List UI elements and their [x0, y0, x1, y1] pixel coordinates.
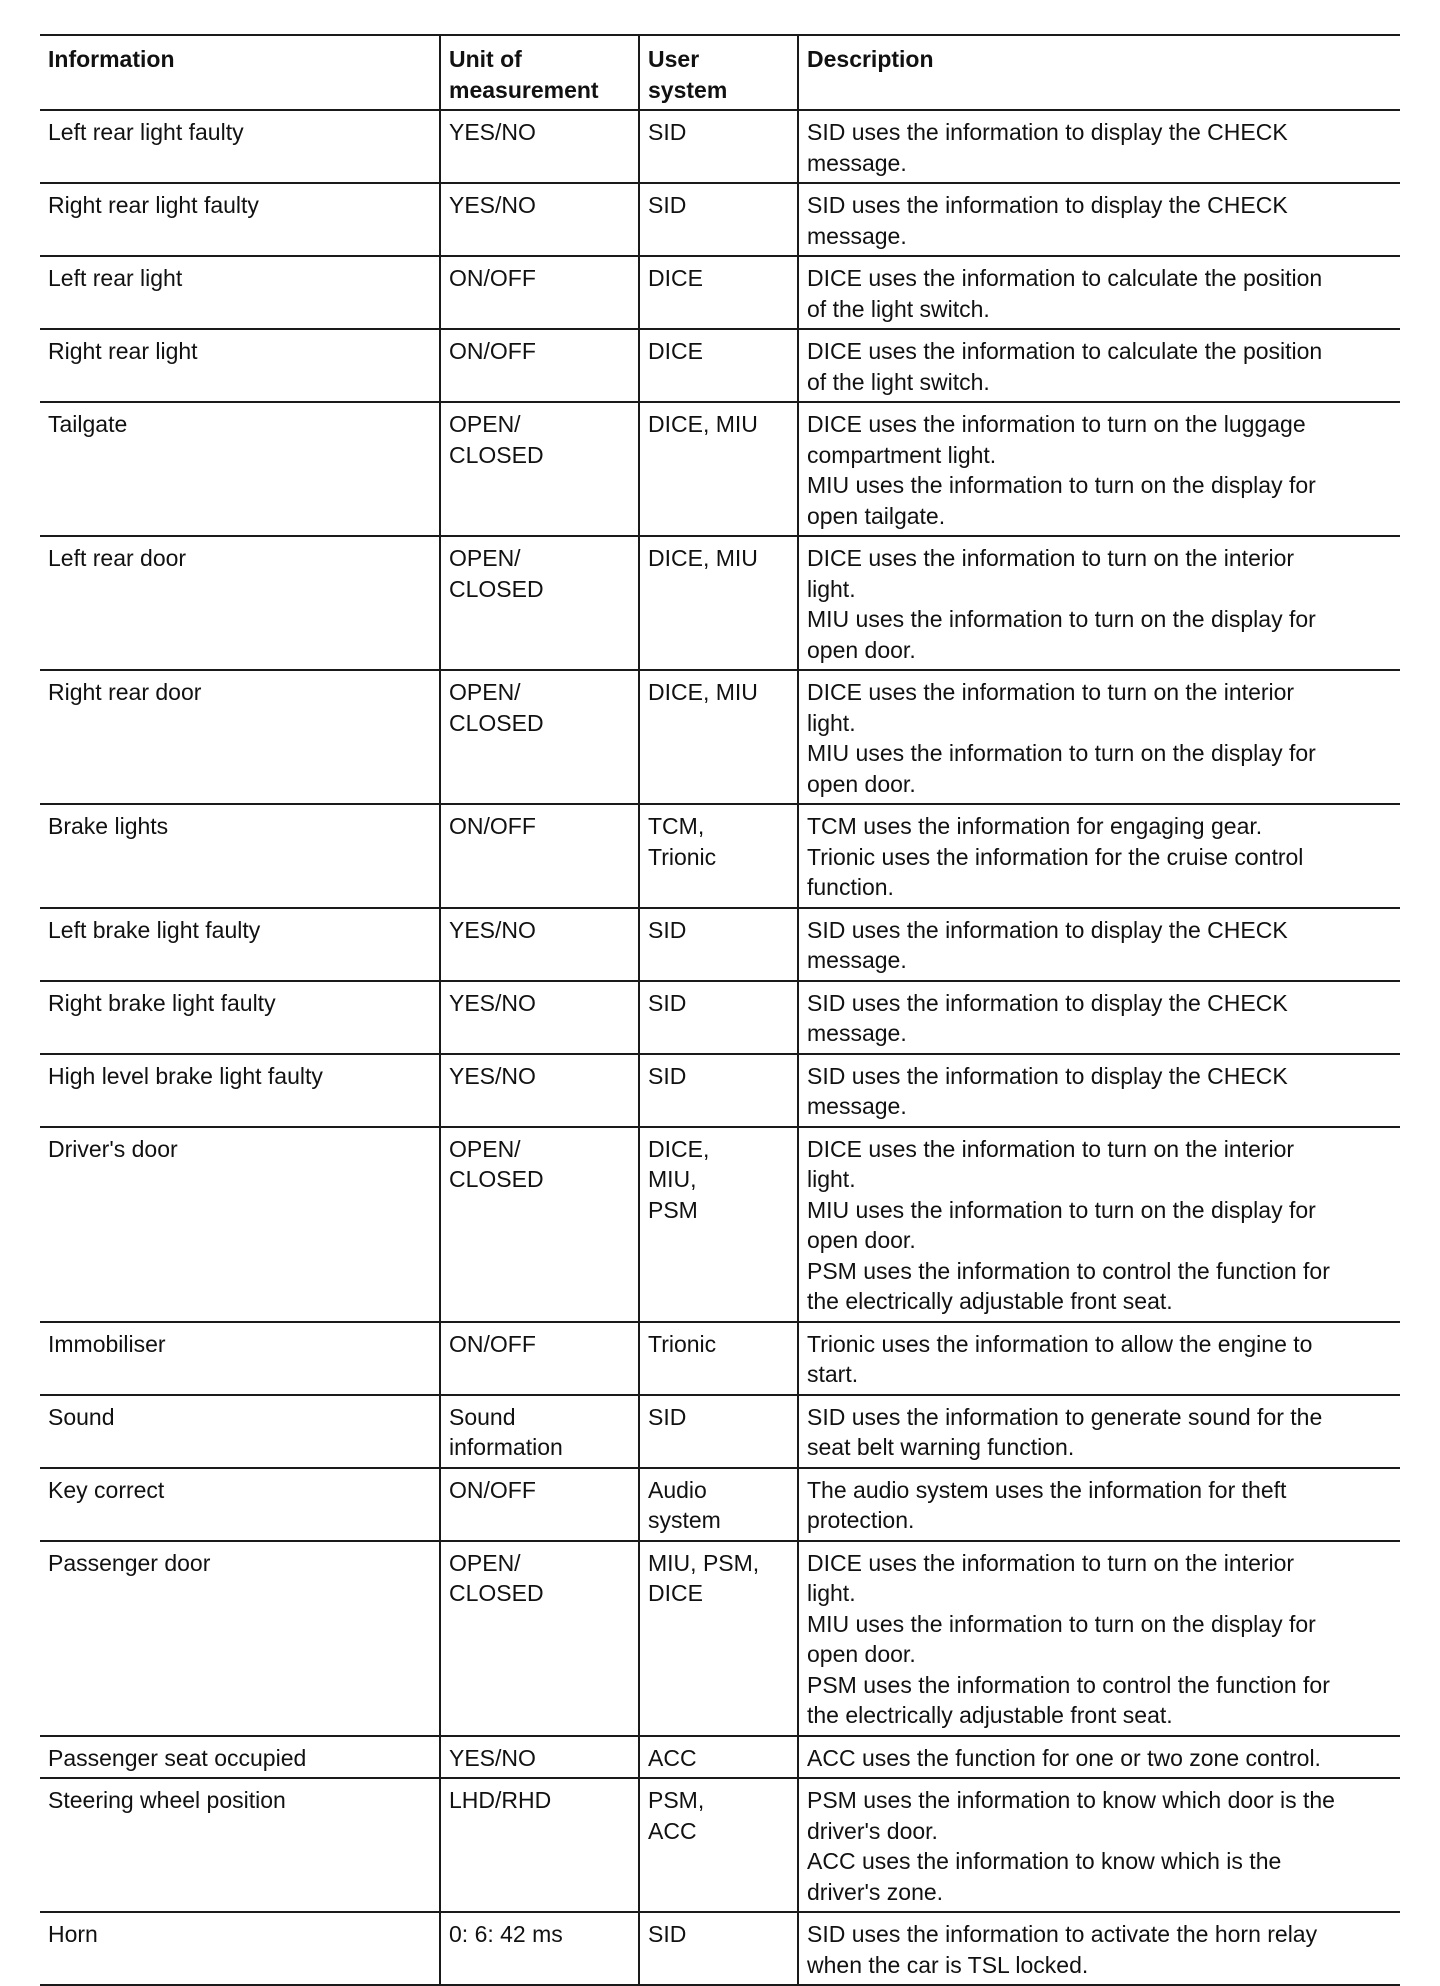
cell-information: High level brake light faulty — [40, 1054, 440, 1127]
cell-description: SID uses the information to generate sound for the seat belt warning function. — [798, 1395, 1400, 1468]
table-header — [40, 35, 1400, 110]
cell-unit: YES/NO — [440, 1736, 639, 1779]
table-row — [40, 536, 1400, 670]
table-body — [40, 110, 1400, 1985]
table-row — [40, 670, 1400, 804]
cell-user-system: Trionic — [639, 1322, 798, 1395]
table-row — [40, 1054, 1400, 1127]
cell-information: Right rear light faulty — [40, 183, 440, 256]
cell-user-system: SID — [639, 1395, 798, 1468]
cell-information: Left rear light faulty — [40, 110, 440, 183]
cell-description: DICE uses the information to calculate the position of the light switch. — [798, 256, 1400, 329]
table-row — [40, 1322, 1400, 1395]
cell-user-system: ACC — [639, 1736, 798, 1779]
cell-description: SID uses the information to display the CHECK message. — [798, 908, 1400, 981]
table-row — [40, 329, 1400, 402]
table-row — [40, 1127, 1400, 1322]
cell-information: Right brake light faulty — [40, 981, 440, 1054]
cell-description: DICE uses the information to turn on the interior light. MIU uses the information to turn on the display for open door. — [798, 670, 1400, 804]
table-row — [40, 1541, 1400, 1736]
cell-description: ACC uses the function for one or two zone control. — [798, 1736, 1400, 1779]
header-user-system: User system — [639, 35, 798, 110]
cell-user-system: SID — [639, 1912, 798, 1985]
cell-unit: ON/OFF — [440, 256, 639, 329]
cell-information: Passenger door — [40, 1541, 440, 1736]
cell-information: Sound — [40, 1395, 440, 1468]
header-unit-of-measurement: Unit of measurement — [440, 35, 639, 110]
header-row — [40, 35, 1400, 110]
table-row — [40, 110, 1400, 183]
cell-description: SID uses the information to display the CHECK message. — [798, 183, 1400, 256]
table-row — [40, 908, 1400, 981]
cell-user-system: SID — [639, 110, 798, 183]
cell-user-system: DICE — [639, 256, 798, 329]
cell-user-system: PSM, ACC — [639, 1778, 798, 1912]
cell-information: Steering wheel position — [40, 1778, 440, 1912]
cell-user-system: DICE, MIU — [639, 402, 798, 536]
cell-unit: ON/OFF — [440, 1322, 639, 1395]
cell-information: Key correct — [40, 1468, 440, 1541]
table-row — [40, 1736, 1400, 1779]
cell-description: DICE uses the information to turn on the interior light. MIU uses the information to turn on the display for open door. PSM uses the information to control the function for the electrically adjustable front seat. — [798, 1127, 1400, 1322]
table-row — [40, 402, 1400, 536]
cell-description: DICE uses the information to turn on the luggage compartment light. MIU uses the information to turn on the display for open tailgate. — [798, 402, 1400, 536]
cell-information: Brake lights — [40, 804, 440, 908]
information-table — [40, 34, 1400, 1986]
cell-unit: OPEN/ CLOSED — [440, 1127, 639, 1322]
cell-description: TCM uses the information for engaging gear. Trionic uses the information for the cruise control function. — [798, 804, 1400, 908]
table-row — [40, 183, 1400, 256]
cell-user-system: DICE, MIU — [639, 536, 798, 670]
cell-description: The audio system uses the information for theft protection. — [798, 1468, 1400, 1541]
cell-description: PSM uses the information to know which door is the driver's door. ACC uses the information to know which is the driver's zone. — [798, 1778, 1400, 1912]
cell-information: Driver's door — [40, 1127, 440, 1322]
cell-unit: YES/NO — [440, 981, 639, 1054]
cell-unit: OPEN/ CLOSED — [440, 536, 639, 670]
cell-information: Right rear light — [40, 329, 440, 402]
cell-description: SID uses the information to display the CHECK message. — [798, 1054, 1400, 1127]
cell-user-system: DICE, MIU — [639, 670, 798, 804]
table-row — [40, 804, 1400, 908]
header-information: Information — [40, 35, 440, 110]
cell-information: Left brake light faulty — [40, 908, 440, 981]
cell-description: DICE uses the information to calculate the position of the light switch. — [798, 329, 1400, 402]
cell-unit: LHD/RHD — [440, 1778, 639, 1912]
table-row — [40, 1468, 1400, 1541]
cell-unit: YES/NO — [440, 110, 639, 183]
cell-unit: YES/NO — [440, 908, 639, 981]
cell-user-system: SID — [639, 981, 798, 1054]
cell-unit: OPEN/ CLOSED — [440, 670, 639, 804]
table-row — [40, 256, 1400, 329]
cell-description: SID uses the information to display the CHECK message. — [798, 110, 1400, 183]
cell-information: Left rear light — [40, 256, 440, 329]
table-row — [40, 1778, 1400, 1912]
cell-user-system: Audio system — [639, 1468, 798, 1541]
cell-description: DICE uses the information to turn on the interior light. MIU uses the information to turn on the display for open door. PSM uses the information to control the function for the electrically adjustable front seat. — [798, 1541, 1400, 1736]
cell-information: Left rear door — [40, 536, 440, 670]
table-row — [40, 1395, 1400, 1468]
table-row — [40, 1912, 1400, 1985]
cell-user-system: TCM, Trionic — [639, 804, 798, 908]
cell-description: SID uses the information to activate the horn relay when the car is TSL locked. — [798, 1912, 1400, 1985]
cell-unit: OPEN/ CLOSED — [440, 1541, 639, 1736]
cell-information: Right rear door — [40, 670, 440, 804]
cell-unit: ON/OFF — [440, 1468, 639, 1541]
cell-information: Passenger seat occupied — [40, 1736, 440, 1779]
cell-user-system: DICE — [639, 329, 798, 402]
cell-information: Immobiliser — [40, 1322, 440, 1395]
cell-unit: ON/OFF — [440, 804, 639, 908]
cell-unit: 0: 6: 42 ms — [440, 1912, 639, 1985]
cell-user-system: DICE, MIU, PSM — [639, 1127, 798, 1322]
cell-unit: OPEN/ CLOSED — [440, 402, 639, 536]
document-page — [40, 34, 1400, 1986]
cell-description: SID uses the information to display the CHECK message. — [798, 981, 1400, 1054]
cell-user-system: SID — [639, 1054, 798, 1127]
cell-information: Horn — [40, 1912, 440, 1985]
cell-unit: ON/OFF — [440, 329, 639, 402]
cell-description: DICE uses the information to turn on the interior light. MIU uses the information to turn on the display for open door. — [798, 536, 1400, 670]
cell-user-system: MIU, PSM, DICE — [639, 1541, 798, 1736]
cell-unit: YES/NO — [440, 183, 639, 256]
table-row — [40, 981, 1400, 1054]
cell-description: Trionic uses the information to allow the engine to start. — [798, 1322, 1400, 1395]
cell-unit: YES/NO — [440, 1054, 639, 1127]
cell-unit: Sound information — [440, 1395, 639, 1468]
cell-information: Tailgate — [40, 402, 440, 536]
header-description: Description — [798, 35, 1400, 110]
cell-user-system: SID — [639, 908, 798, 981]
cell-user-system: SID — [639, 183, 798, 256]
